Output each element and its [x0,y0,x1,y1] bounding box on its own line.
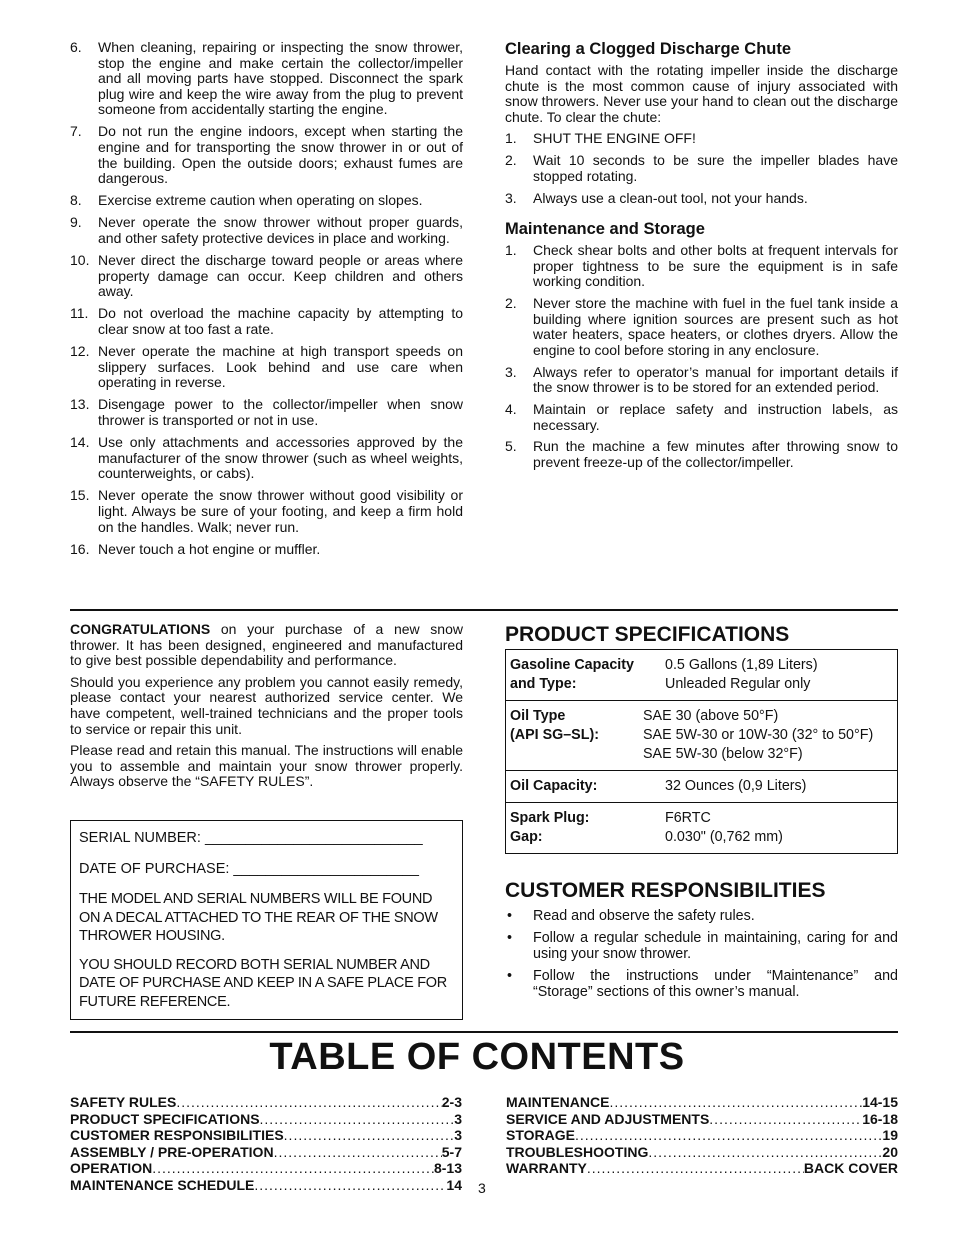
customer-item-text: Read and observe the safety rules. [533,908,755,924]
clogged-step-item-number: 2. [505,152,517,169]
customer-item [505,968,898,1000]
section-divider-bottom [70,1031,898,1033]
toc-entry-title: SAFETY RULES [70,1094,177,1110]
toc-entry[interactable] [70,1111,462,1128]
right-column-top [505,40,898,477]
clogged-step-item [505,191,898,207]
spec-value-line: Unleaded Regular only [665,676,811,692]
congrats-paragraph-2: Should you experience any problem you cannot easily remedy, please contact your nearest authorized service center. We have competent, well-trained technicians and the proper tools to service or repair this unit. [70,673,463,737]
customer-responsibilities-section [505,878,898,1006]
toc-title: TABLE OF CONTENTS [269,1036,685,1078]
spec-label-line: Spark Plug: [510,810,590,826]
safety-rule-item-number: 13. [70,396,90,413]
safety-rule-item [70,488,463,535]
clogged-step-item [505,131,898,147]
safety-rules-continued [70,40,463,564]
safety-rule-item-text: Never operate the snow thrower without good visibility or light. Always be sure of your footing, and keep a firm hold on the handles. Walk; never run. [98,487,463,535]
spec-value-line: SAE 30 (above 50°F) [643,708,779,724]
clogged-chute-steps [505,131,898,206]
maintenance-step-item-number: 2. [505,295,517,312]
spec-row [506,771,897,803]
maintenance-step-item-text: Never store the machine with fuel in the fuel tank inside a building where ignition sources are present such as hot water heaters, space heaters, or clothes dryers. Allow the engine to cool before storing in any enclosure. [533,295,898,358]
toc-leader-dots [709,1111,862,1128]
congrats-paragraph-3: Please read and retain this manual. The instructions will enable you to assemble and maintain your snow thrower properly. Always observe the “SAFETY RULES”. [70,742,463,790]
toc-entry-page: BACK COVER [803,1160,898,1177]
toc-leader-dots [254,1177,446,1194]
record-box [70,820,463,1020]
spec-value-line: SAE 5W-30 (below 32°F) [643,746,803,762]
safety-rule-item [70,253,463,300]
spec-value-line: SAE 5W-30 or 10W-30 (32° to 50°F) [643,727,874,743]
congrats-text: on your purchase of a new snow thrower. It has been designed, engineered and manufactured to give best possible dependability and performance. [70,621,463,669]
safety-rule-item-text: Never touch a hot engine or muffler. [98,540,321,557]
spec-label-line: (API SG–SL): [510,727,599,743]
specifications-table [505,649,898,854]
section-divider-top [70,609,898,611]
safety-rule-item-text: Never operate the snow thrower without proper guards, and other safety protective devices in place and working. [98,214,463,247]
safety-rule-item-text: Never direct the discharge toward people or areas where property damage can occur. Keep children and others away. [98,252,463,300]
safety-rule-item-text: Do not run the engine indoors, except when starting the engine and for transporting the snow thrower in or out of the building. Open the outside doors; exhaust fumes are dangerous. [98,123,463,187]
clogged-chute-intro: Hand contact with the rotating impeller inside the discharge chute is the most common cause of injury associated with snow throwers. Never use your hand to clean out the discharge chute. To clear the chute: [505,62,898,125]
bullet-icon: • [507,930,513,946]
toc-entry-page: 5-7 [441,1143,462,1160]
maintenance-step-item [505,243,898,290]
safety-rule-item-text: Disengage power to the collector/impeller when snow thrower is transported or not in use. [98,396,463,428]
congrats-paragraph-1 [70,622,463,669]
spec-label [510,809,665,847]
safety-rule-item [70,542,463,558]
clogged-step-item-number: 1. [505,130,517,147]
toc-entry[interactable] [70,1094,462,1111]
safety-rules-list [70,40,463,557]
toc-leader-dots [284,1127,455,1144]
toc-entry-title: MAINTENANCE [506,1094,610,1110]
clogged-step-item-number: 3. [505,189,517,206]
toc-entry-title: WARRANTY [506,1160,587,1177]
customer-item [505,930,898,962]
spec-label-line: Oil Capacity: [510,778,598,794]
spec-value [665,777,806,796]
toc-entry-title: MAINTENANCE SCHEDULE [70,1176,255,1193]
toc-right-column [506,1094,898,1177]
spec-label [510,656,665,694]
spec-value-line: F6RTC [665,810,711,826]
maintenance-steps [505,243,898,470]
spec-value-line: 32 Ounces (0,9 Liters) [665,778,807,794]
maintenance-step-item-number: 5. [505,438,517,455]
maintenance-step-item-text: Always refer to operator’s manual for important details if the snow thrower is to be stored for an extended period. [533,363,898,396]
maintenance-step-item-text: Check shear bolts and other bolts at frequent intervals for proper tightness to be sure the equipment is in safe working condition. [533,242,898,290]
toc-entry-title: CUSTOMER RESPONSIBILITIES [70,1127,284,1144]
maintenance-step-item [505,402,898,433]
toc-leader-dots [274,1144,442,1161]
toc-entry-page: 14 [446,1176,462,1193]
toc-leader-dots [575,1127,882,1144]
toc-entry-title: TROUBLESHOOTING [506,1143,649,1160]
maintenance-step-item-number: 4. [505,401,517,418]
safety-rule-item-text: Exercise extreme caution when operating on slopes. [98,192,423,209]
toc-entry[interactable] [506,1144,898,1161]
customer-item [505,908,898,924]
toc-leader-dots [587,1160,804,1177]
spec-value-line: 0.5 Gallons (1,89 Liters) [665,657,818,673]
safety-rule-item-number: 15. [70,487,90,504]
toc-entry[interactable] [70,1177,462,1194]
spec-row [506,803,897,853]
safety-rule-item-number: 12. [70,343,90,360]
toc-entry-page: 16-18 [862,1110,898,1127]
spec-label-line: Gap: [510,829,543,845]
customer-item-text: Follow a regular schedule in maintaining, caring for and using your snow thrower. [533,930,898,962]
clogged-step-item-text: Always use a clean-out tool, not your hands. [533,189,808,206]
safety-rule-item [70,435,463,482]
spec-label-line: and Type: [510,676,577,692]
congratulations-section [70,622,463,796]
safety-rule-item-number: 6. [70,39,82,55]
toc-left-column [70,1094,462,1194]
bullet-icon: • [507,968,513,984]
customer-heading: CUSTOMER RESPONSIBILITIES [505,879,826,902]
safety-rule-item [70,124,463,186]
safety-rule-item-number: 16. [70,540,90,557]
spec-value [665,656,818,694]
product-specifications-section [505,622,898,648]
toc-leader-dots [609,1094,862,1111]
congrats-lead: CONGRATULATIONS [70,621,211,637]
toc-entry[interactable] [506,1160,898,1177]
maintenance-step-item-number: 1. [505,242,517,259]
safety-rule-item-text: Use only attachments and accessories approved by the manufacturer of the snow thrower (such as wheel weights, counterweights, or cabs). [98,434,463,482]
safety-rule-item-number: 14. [70,434,90,451]
toc-entry-title: ASSEMBLY / PRE-OPERATION [70,1143,274,1160]
maintenance-step-item-text: Run the machine a few minutes after throwing snow to prevent freeze-up of the collector/impeller. [533,438,898,470]
safety-rule-item-number: 11. [70,305,89,322]
safety-rule-item-text: When cleaning, repairing or inspecting the snow thrower, stop the engine and make certain the collector/impeller and all moving parts have stopped. Disconnect the spark plug wire and keep the wire away from the plug to prevent someone from accidentally starting the engine. [98,39,463,118]
clogged-step-item-text: Wait 10 seconds to be sure the impeller blades have stopped rotating. [533,152,898,184]
safety-rule-item-number: 7. [70,123,82,140]
safety-rule-item-number: 10. [70,252,90,269]
spec-value-line: 0.030" (0,762 mm) [665,829,783,845]
spec-row [506,701,897,771]
toc-entry-page: 19 [882,1127,898,1144]
model-serial-note: THE MODEL AND SERIAL NUMBERS WILL BE FOUND ON A DECAL ATTACHED TO THE REAR OF THE SNOW THROWER HOUSING. [79,891,438,944]
toc-entry-page: 3 [454,1110,462,1127]
serial-number-field: SERIAL NUMBER: ___________________________ [79,830,423,846]
toc-leader-dots [176,1094,441,1111]
customer-responsibilities-list [505,908,898,1000]
spec-value [665,809,783,847]
toc-entry-title: STORAGE [506,1127,575,1144]
clogged-step-item-text: SHUT THE ENGINE OFF! [533,130,696,147]
toc-leader-dots [260,1111,455,1128]
safety-rule-item [70,193,463,209]
toc-entry-page: 3 [454,1127,462,1144]
toc-entry[interactable] [506,1094,898,1111]
toc-leader-dots [648,1144,882,1161]
spec-label [510,707,643,764]
spec-label-line: Oil Type [510,708,566,724]
clogged-step-item [505,153,898,184]
spec-label [510,777,665,796]
toc-entry[interactable] [506,1127,898,1144]
safety-rule-item [70,397,463,428]
maintenance-heading: Maintenance and Storage [505,220,705,239]
customer-item-text: Follow the instructions under “Maintenance” and “Storage” sections of this owner’s manual. [533,968,898,1000]
safety-rule-item-number: 9. [70,214,82,231]
toc-entry-title: OPERATION [70,1160,153,1177]
safety-rule-item-text: Never operate the machine at high transport speeds on slippery surfaces. Look behind and use care when operating in reverse. [98,343,463,391]
safety-rule-item-number: 8. [70,192,82,209]
toc-entry-title: PRODUCT SPECIFICATIONS [70,1110,260,1127]
toc-entry[interactable] [70,1127,462,1144]
toc-entry-title: SERVICE AND ADJUSTMENTS [506,1110,710,1127]
maintenance-step-item [505,439,898,470]
spec-row [506,650,897,701]
toc-entry[interactable] [70,1144,462,1161]
safety-rule-item [70,40,463,118]
page-number: 3 [478,1180,486,1196]
safety-rule-item [70,215,463,246]
spec-label-line: Gasoline Capacity [510,657,634,673]
toc-entry-page: 8-13 [433,1160,462,1177]
clogged-chute-heading: Clearing a Clogged Discharge Chute [505,40,792,58]
record-note: YOU SHOULD RECORD BOTH SERIAL NUMBER AND DATE OF PURCHASE AND KEEP IN A SAFE PLACE FOR FUTURE REFERENCE. [79,956,447,1010]
toc-entry[interactable] [506,1111,898,1128]
toc-leader-dots [152,1160,434,1177]
spec-value [643,707,873,764]
date-of-purchase-field: DATE OF PURCHASE: _______________________ [79,860,419,877]
toc-entry-page: 14-15 [862,1094,898,1110]
specifications-heading: PRODUCT SPECIFICATIONS [505,623,790,646]
maintenance-step-item-text: Maintain or replace safety and instruction labels, as necessary. [533,401,898,433]
maintenance-step-item-number: 3. [505,363,517,380]
safety-rule-item-text: Do not overload the machine capacity by attempting to clear snow at too fast a rate. [98,305,463,337]
safety-rule-item [70,306,463,337]
maintenance-step-item [505,365,898,396]
toc-entry-page: 20 [882,1143,898,1160]
safety-rule-item [70,344,463,391]
maintenance-step-item [505,296,898,358]
bullet-icon: • [507,908,513,924]
toc-entry-page: 2-3 [441,1094,462,1110]
toc-entry[interactable] [70,1160,462,1177]
